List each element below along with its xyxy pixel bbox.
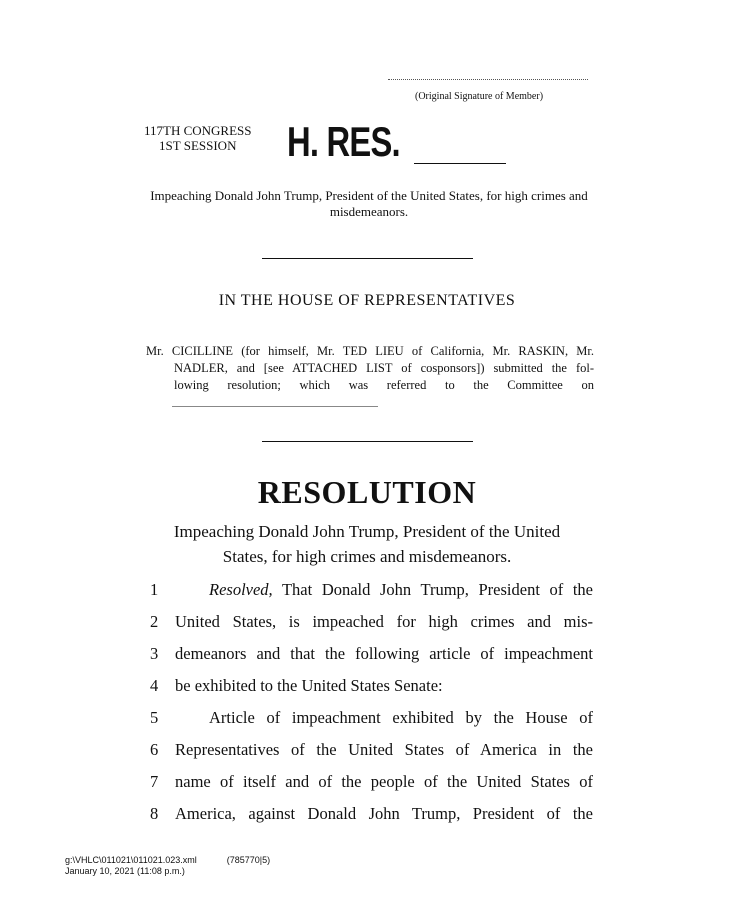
body-line: [0, 676, 734, 708]
line-text: [175, 580, 593, 600]
line-number: 5: [150, 708, 159, 727]
signature-caption: (Original Signature of Member): [415, 91, 544, 102]
divider-rule: [262, 441, 473, 442]
document-code: (785770|5): [226, 855, 271, 865]
committee-blank: [172, 406, 378, 407]
session-number: 1ST SESSION: [159, 138, 237, 153]
resolved-clause: Resolved,: [209, 580, 273, 599]
line-text: name of itself and of the people of the United States of: [175, 772, 593, 791]
congress-session-block: [144, 123, 252, 153]
body-line: [0, 804, 734, 836]
line-text: Article of impeachment exhibited by the House of: [209, 708, 593, 727]
long-title-line: Impeaching Donald John Trump, President of the United: [173, 522, 561, 541]
long-title: [140, 519, 594, 569]
line-text: be exhibited to the United States Senate:: [175, 676, 443, 695]
sponsor-line: NADLER, and [see ATTACHED LIST of cosponsors]) submitted the fol-: [174, 361, 594, 375]
print-date: January 10, 2021 (11:08 p.m.): [65, 866, 185, 876]
line-text: Representatives of the United States of America in the: [175, 740, 593, 759]
document-footer: [65, 855, 270, 877]
sponsor-line: Mr. CICILLINE (for himself, Mr. TED LIEU of California, Mr. RASKIN, Mr.: [146, 344, 594, 358]
resolution-heading: RESOLUTION: [257, 474, 477, 510]
line-text: United States, is impeached for high crimes and mis-: [175, 612, 593, 631]
sponsor-line: lowing resolution; which was referred to the Committee on: [174, 378, 594, 392]
body-line: [0, 708, 734, 740]
body-line: [0, 612, 734, 644]
congress-number: 117TH CONGRESS: [144, 123, 252, 138]
line-number: 8: [150, 804, 159, 823]
long-title-line: States, for high crimes and misdemeanors.: [222, 547, 512, 566]
signature-line: [388, 79, 588, 80]
line-text: America, against Donald John Trump, President of the: [175, 804, 593, 823]
bill-number-blank: [414, 163, 506, 164]
line-number: 1: [150, 580, 159, 599]
line-number: 3: [150, 644, 159, 663]
line-number: 6: [150, 740, 159, 759]
line-number: 4: [150, 676, 159, 695]
sponsor-paragraph: [146, 343, 594, 394]
line-number: 2: [150, 612, 159, 631]
line-text-rest: That Donald John Trump, President of the: [272, 580, 593, 599]
house-heading: IN THE HOUSE OF REPRESENTATIVES: [218, 292, 516, 309]
bill-type: H. RES.: [287, 118, 400, 165]
body-line: [0, 580, 734, 612]
line-number: 7: [150, 772, 159, 791]
body-line: [0, 740, 734, 772]
body-line: [0, 644, 734, 676]
short-title: Impeaching Donald John Trump, President of the United States, for high crimes and misdemeanors.: [150, 188, 588, 219]
line-text: demeanors and that the following article of impeachment: [175, 644, 593, 663]
file-path: g:\VHLC\011021\011021.023.xml: [65, 855, 197, 865]
body-line: [0, 772, 734, 804]
divider-rule: [262, 258, 473, 259]
